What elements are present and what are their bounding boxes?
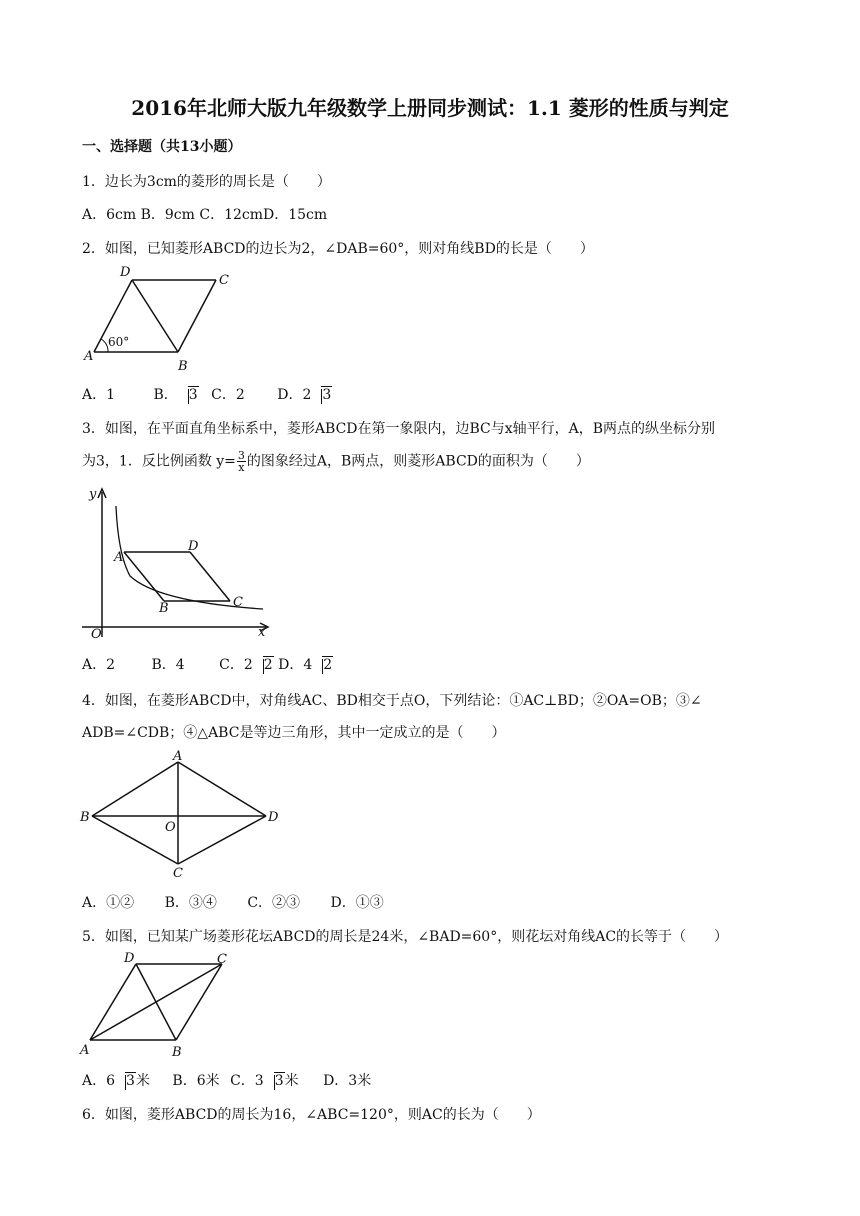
question-4-stem-line1: 4．如图，在菱形ABCD中，对角线AC、BD相交于点O，下列结论：①AC⊥BD；②OA=OB；③∠ — [82, 693, 702, 709]
section-heading: 一、选择题（共13小题） — [82, 139, 242, 155]
q2-label-a: A — [84, 349, 94, 364]
q2-option-b: B． 3 — [153, 387, 198, 403]
q4-label-d: D — [268, 810, 279, 825]
q5-label-d: D — [124, 951, 135, 966]
q2-side-bc — [178, 280, 216, 352]
q3-option-a: A．2 — [82, 657, 116, 673]
q3-option-d: D．4 2 — [278, 657, 333, 673]
question-5-stem: 5．如图，已知某广场菱形花坛ABCD的周长是24米，∠BAD=60°，则花坛对角线AC的长等于（ ） — [82, 929, 729, 945]
q2-label-b: B — [178, 359, 188, 374]
q3-label-o: O — [91, 627, 102, 642]
q5-label-c: C — [217, 952, 227, 967]
q2-option-a: A．1 — [82, 387, 116, 403]
q5-option-a: A．6 3米 — [82, 1073, 150, 1089]
q4-side-ad — [178, 762, 266, 816]
q2-angle-arc — [101, 339, 108, 352]
q5-diagonal-bd — [136, 964, 176, 1040]
q3-label-y: y — [89, 487, 97, 502]
q1-option-b: B．9cm — [140, 207, 195, 223]
question-3-stem-line2: 为3，1．反比例函数 y= $\frac{3}{x}$ 的图象经过A，B两点，则菱形ABCD的面积为（ ） — [82, 449, 590, 474]
question-3-stem-line1: 3．如图，在平面直角坐标系中，菱形ABCD在第一象限内，边BC与x轴平行，A，B两点的纵坐标分别 — [82, 421, 716, 437]
q5-option-b: B．6米 — [172, 1073, 220, 1089]
q3-hyperbola-curve — [116, 506, 263, 609]
q2-label-d: D — [120, 265, 131, 280]
q4-side-dc — [178, 816, 266, 864]
q5-option-c: C．3 3米 — [230, 1073, 299, 1089]
q2-angle-label: 60° — [108, 335, 130, 349]
q5-side-bc — [176, 964, 222, 1040]
q4-label-c: C — [173, 866, 183, 881]
q1-option-c: C．12cm — [199, 207, 264, 223]
q3-label-a: A — [114, 550, 124, 565]
q3-option-b: B．4 — [151, 657, 185, 673]
q2-label-c: C — [219, 273, 229, 288]
q3-fraction: $\frac{3}{x}$ — [237, 449, 245, 474]
question-1-stem: 1．边长为3cm的菱形的周长是（ ） — [82, 174, 331, 190]
question-1-options — [82, 204, 327, 224]
q4-option-b: B．③④ — [164, 895, 217, 911]
q1-option-d: D．15cm — [263, 207, 328, 223]
q5-label-b: B — [172, 1045, 182, 1060]
q4-option-d: D．①③ — [330, 895, 384, 911]
q2-option-d: D．2 3 — [277, 387, 332, 403]
q3-coordinate-figure — [78, 484, 274, 644]
q4-side-ba — [92, 762, 178, 816]
question-6-stem: 6．如图，菱形ABCD的周长为16，∠ABC=120°，则AC的长为（ ） — [82, 1107, 541, 1123]
question-4-stem-line2: ADB=∠CDB；④△ABC是等边三角形，其中一定成立的是（ ） — [82, 725, 506, 741]
q2-rhombus-figure — [78, 262, 238, 374]
q3-label-b: B — [159, 601, 169, 616]
q3-label-d: D — [188, 539, 199, 554]
q4-option-c: C．②③ — [247, 895, 301, 911]
q3-side-dc — [190, 552, 230, 601]
q2-option-c: C．2 — [211, 387, 245, 403]
question-2-options — [82, 384, 332, 404]
q4-rhombus-figure — [76, 750, 286, 882]
q3-option-c: C．2 2 — [219, 657, 273, 673]
q3-label-x: x — [258, 625, 266, 640]
q5-label-a: A — [80, 1043, 90, 1058]
q5-side-da — [90, 964, 136, 1040]
page-title: 2016年北师大版九年级数学上册同步测试：1.1 菱形的性质与判定 — [131, 96, 729, 120]
q5-option-d: D．3米 — [323, 1073, 372, 1089]
q2-diagonal-bd — [132, 280, 178, 352]
question-2-stem: 2．如图，已知菱形ABCD的边长为2，∠DAB=60°，则对角线BD的长是（ ） — [82, 241, 594, 257]
q4-label-b: B — [80, 810, 90, 825]
q1-option-a: A．6cm — [82, 207, 137, 223]
q4-label-o: O — [165, 820, 176, 835]
question-5-options — [82, 1070, 371, 1090]
q4-option-a: A．①② — [82, 895, 135, 911]
q5-rhombus-figure — [76, 948, 242, 1062]
q4-label-a: A — [173, 750, 183, 764]
question-4-options — [82, 892, 384, 912]
question-3-options — [82, 654, 333, 674]
q3-label-c: C — [233, 595, 243, 610]
